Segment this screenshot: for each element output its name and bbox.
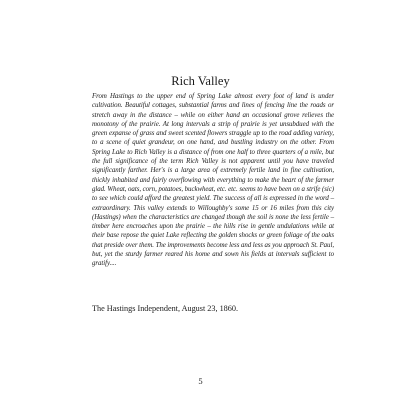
article-body: From Hastings to the upper end of Spring Lake almost every foot of land is under cultivation. Beautiful cottages, substantial farms and lines of fencing line the roads or stretch away in the distance – while on either hand an occasional grove relieves the monotony of the prairie. At long intervals a strip of prairie is yet unsubdued with the green expanse of grass and sweet scented flowers straggle up to the road adding variety, to a scene of quiet grandeur, on one hand, and bustling industry on the other. From Spring Lake to Rich Valley is a distance of from one half to three quarters of a mile, but the full significance of the term Rich Valley is not apparent until you have traveled significantly farther. Her's is a large area of extremely fertile land in fine cultivation, thickly inhabited and fairly overflowing with everything to make the heart of the farmer glad. Wheat, oats, corn, potatoes, buckwheat, etc. etc. seems to have been on a strife (sic) to see which could afford the greatest yield. The success of all is expressed in the word – extraordinary. This valley extends to Willoughby's some 15 or 16 miles from this city (Hastings) when the characteristics are changed though the soil is none the less fertile – timber here encroaches upon the prairie – the hills rise in gentle undulations while at their base repose the quiet Lake reflecting the golden shocks or green foliage of the oaks that preside over them. The improvements become less and less as you approach St. Paul, but, yet the sturdy farmer reared his home and sown his fields at intervals sufficient to gratify.... (92, 93, 334, 268)
page-title: Rich Valley (171, 74, 230, 88)
source-citation: The Hastings Independent, August 23, 1860. (92, 304, 238, 313)
page-number: 5 (198, 376, 203, 386)
